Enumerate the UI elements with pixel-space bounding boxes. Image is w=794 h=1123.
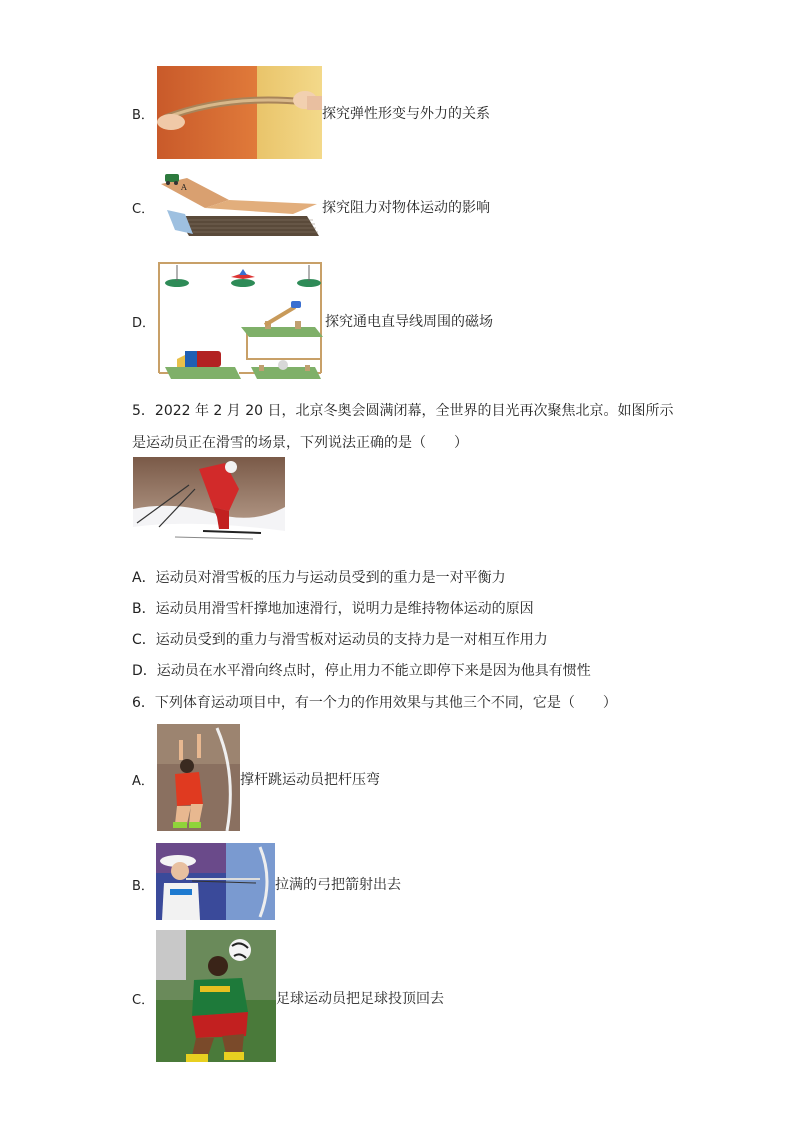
option-text: 拉满的弓把箭射出去 [275, 877, 401, 893]
q5-stem-line-1: 5．2022 年 2 月 20 日，北京冬奥会圆满闭幕，全世界的目光再次聚焦北京。如图所示 [132, 403, 674, 419]
skier-photo-icon [133, 457, 285, 557]
football-header-photo-icon [156, 930, 276, 1062]
inclined-plane-cart-diagram-icon [157, 170, 322, 240]
q5-option-c: C．运动员受到的重力与滑雪板对运动员的支持力是一对相互作用力 [132, 632, 548, 648]
option-text: 探究弹性形变与外力的关系 [322, 106, 490, 122]
q5-option-a: A．运动员对滑雪板的压力与运动员受到的重力是一对平衡力 [132, 570, 506, 586]
q5-option-d: D．运动员在水平滑向终点时，停止用力不能立即停下来是因为他具有惯性 [132, 663, 591, 679]
q5-option-b: B．运动员用滑雪杆撑地加速滑行，说明力是维持物体运动的原因 [132, 601, 534, 617]
q5-stem-line-2: 是运动员正在滑雪的场景，下列说法正确的是（ ） [132, 435, 468, 451]
bent-ruler-photo-icon [157, 66, 322, 159]
diagram-label-a: A [181, 183, 187, 192]
option-text: 探究通电直导线周围的磁场 [325, 314, 493, 330]
option-letter: C． [132, 993, 155, 1008]
option-text: 足球运动员把足球投顶回去 [276, 991, 444, 1007]
option-text: 探究阻力对物体运动的影响 [322, 200, 490, 216]
option-letter: B． [132, 879, 154, 894]
q6-stem: 6．下列体育运动项目中，有一个力的作用效果与其他三个不同，它是（ ） [132, 695, 617, 711]
option-letter: A． [132, 774, 154, 789]
option-letter: C． [132, 202, 155, 217]
pole-vault-photo-icon [157, 724, 240, 831]
archery-photo-icon [156, 843, 275, 920]
option-letter: B． [132, 108, 154, 123]
option-letter: D． [132, 316, 156, 331]
oersted-experiment-diagram-icon [155, 255, 325, 383]
option-text: 撑杆跳运动员把杆压弯 [240, 772, 380, 788]
